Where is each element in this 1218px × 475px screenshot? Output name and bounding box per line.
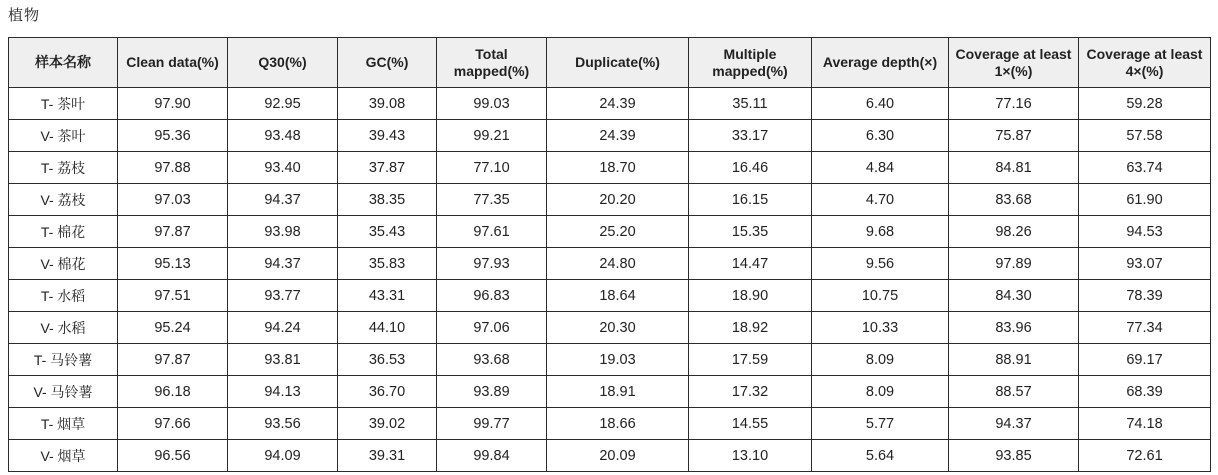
sample-name-cell: V- 茶叶 — [9, 120, 118, 152]
value-cell: 94.37 — [228, 248, 338, 280]
table-row — [9, 184, 1211, 216]
value-cell: 14.55 — [689, 408, 812, 440]
column-header-clean-data: Clean data(%) — [118, 38, 228, 88]
table-header — [9, 38, 1211, 88]
sequencing-stats-table — [8, 37, 1211, 472]
value-cell: 57.58 — [1079, 120, 1211, 152]
sample-name-cell: V- 水稻 — [9, 312, 118, 344]
value-cell: 99.21 — [437, 120, 547, 152]
table-row — [9, 88, 1211, 120]
value-cell: 39.08 — [338, 88, 437, 120]
sample-name-cell: V- 棉花 — [9, 248, 118, 280]
value-cell: 96.56 — [118, 440, 228, 472]
value-cell: 4.70 — [812, 184, 949, 216]
value-cell: 93.81 — [228, 344, 338, 376]
value-cell: 97.61 — [437, 216, 547, 248]
value-cell: 95.24 — [118, 312, 228, 344]
value-cell: 20.09 — [547, 440, 689, 472]
sample-name-cell: T- 茶叶 — [9, 88, 118, 120]
table-row — [9, 280, 1211, 312]
sample-name-cell: V- 烟草 — [9, 440, 118, 472]
value-cell: 92.95 — [228, 88, 338, 120]
table-row — [9, 312, 1211, 344]
value-cell: 5.64 — [812, 440, 949, 472]
value-cell: 97.93 — [437, 248, 547, 280]
table-row — [9, 408, 1211, 440]
value-cell: 9.68 — [812, 216, 949, 248]
value-cell: 97.87 — [118, 216, 228, 248]
value-cell: 18.91 — [547, 376, 689, 408]
value-cell: 97.66 — [118, 408, 228, 440]
value-cell: 97.89 — [949, 248, 1079, 280]
value-cell: 36.53 — [338, 344, 437, 376]
sample-name-cell: T- 烟草 — [9, 408, 118, 440]
value-cell: 16.15 — [689, 184, 812, 216]
value-cell: 19.03 — [547, 344, 689, 376]
page-title: 植物 — [8, 7, 41, 24]
value-cell: 93.07 — [1079, 248, 1211, 280]
value-cell: 6.30 — [812, 120, 949, 152]
value-cell: 98.26 — [949, 216, 1079, 248]
table-row — [9, 120, 1211, 152]
value-cell: 96.83 — [437, 280, 547, 312]
value-cell: 77.16 — [949, 88, 1079, 120]
value-cell: 97.87 — [118, 344, 228, 376]
value-cell: 17.59 — [689, 344, 812, 376]
value-cell: 94.09 — [228, 440, 338, 472]
value-cell: 95.36 — [118, 120, 228, 152]
value-cell: 97.51 — [118, 280, 228, 312]
table-row — [9, 344, 1211, 376]
sample-name-cell: V- 荔枝 — [9, 184, 118, 216]
value-cell: 63.74 — [1079, 152, 1211, 184]
value-cell: 83.96 — [949, 312, 1079, 344]
value-cell: 20.20 — [547, 184, 689, 216]
value-cell: 9.56 — [812, 248, 949, 280]
value-cell: 4.84 — [812, 152, 949, 184]
value-cell: 74.18 — [1079, 408, 1211, 440]
value-cell: 15.35 — [689, 216, 812, 248]
value-cell: 93.68 — [437, 344, 547, 376]
table-row — [9, 216, 1211, 248]
value-cell: 77.35 — [437, 184, 547, 216]
value-cell: 94.13 — [228, 376, 338, 408]
value-cell: 97.90 — [118, 88, 228, 120]
table-body — [9, 88, 1211, 472]
table-row — [9, 248, 1211, 280]
value-cell: 39.31 — [338, 440, 437, 472]
value-cell: 39.43 — [338, 120, 437, 152]
value-cell: 18.70 — [547, 152, 689, 184]
value-cell: 95.13 — [118, 248, 228, 280]
value-cell: 24.39 — [547, 88, 689, 120]
value-cell: 25.20 — [547, 216, 689, 248]
sample-name-cell: T- 马铃薯 — [9, 344, 118, 376]
value-cell: 97.88 — [118, 152, 228, 184]
value-cell: 84.30 — [949, 280, 1079, 312]
value-cell: 96.18 — [118, 376, 228, 408]
value-cell: 99.77 — [437, 408, 547, 440]
value-cell: 94.53 — [1079, 216, 1211, 248]
value-cell: 83.68 — [949, 184, 1079, 216]
sample-name-cell: V- 马铃薯 — [9, 376, 118, 408]
value-cell: 13.10 — [689, 440, 812, 472]
value-cell: 18.66 — [547, 408, 689, 440]
value-cell: 37.87 — [338, 152, 437, 184]
value-cell: 84.81 — [949, 152, 1079, 184]
value-cell: 35.11 — [689, 88, 812, 120]
value-cell: 10.75 — [812, 280, 949, 312]
value-cell: 99.03 — [437, 88, 547, 120]
value-cell: 18.90 — [689, 280, 812, 312]
column-header-q30: Q30(%) — [228, 38, 338, 88]
table-row — [9, 152, 1211, 184]
value-cell: 59.28 — [1079, 88, 1211, 120]
column-header-coverage-1x: Coverage at least 1×(%) — [949, 38, 1079, 88]
value-cell: 72.61 — [1079, 440, 1211, 472]
value-cell: 94.37 — [949, 408, 1079, 440]
value-cell: 94.37 — [228, 184, 338, 216]
value-cell: 35.43 — [338, 216, 437, 248]
column-header-multiple-mapped: Multiple mapped(%) — [689, 38, 812, 88]
value-cell: 78.39 — [1079, 280, 1211, 312]
value-cell: 77.10 — [437, 152, 547, 184]
value-cell: 97.06 — [437, 312, 547, 344]
value-cell: 17.32 — [689, 376, 812, 408]
value-cell: 93.77 — [228, 280, 338, 312]
column-header-sample-name: 样本名称 — [9, 38, 118, 88]
value-cell: 24.39 — [547, 120, 689, 152]
value-cell: 69.17 — [1079, 344, 1211, 376]
value-cell: 24.80 — [547, 248, 689, 280]
value-cell: 75.87 — [949, 120, 1079, 152]
value-cell: 10.33 — [812, 312, 949, 344]
value-cell: 93.48 — [228, 120, 338, 152]
value-cell: 20.30 — [547, 312, 689, 344]
table-row — [9, 376, 1211, 408]
value-cell: 61.90 — [1079, 184, 1211, 216]
value-cell: 97.03 — [118, 184, 228, 216]
value-cell: 43.31 — [338, 280, 437, 312]
value-cell: 77.34 — [1079, 312, 1211, 344]
value-cell: 44.10 — [338, 312, 437, 344]
value-cell: 99.84 — [437, 440, 547, 472]
value-cell: 68.39 — [1079, 376, 1211, 408]
header-row — [9, 38, 1211, 88]
value-cell: 88.57 — [949, 376, 1079, 408]
value-cell: 8.09 — [812, 376, 949, 408]
sample-name-cell: T- 水稻 — [9, 280, 118, 312]
value-cell: 16.46 — [689, 152, 812, 184]
value-cell: 8.09 — [812, 344, 949, 376]
value-cell: 33.17 — [689, 120, 812, 152]
column-header-coverage-4x: Coverage at least 4×(%) — [1079, 38, 1211, 88]
value-cell: 5.77 — [812, 408, 949, 440]
value-cell: 93.98 — [228, 216, 338, 248]
column-header-average-depth: Average depth(×) — [812, 38, 949, 88]
column-header-total-mapped: Total mapped(%) — [437, 38, 547, 88]
sample-name-cell: T- 荔枝 — [9, 152, 118, 184]
sample-name-cell: T- 棉花 — [9, 216, 118, 248]
value-cell: 93.40 — [228, 152, 338, 184]
value-cell: 18.92 — [689, 312, 812, 344]
value-cell: 93.85 — [949, 440, 1079, 472]
value-cell: 39.02 — [338, 408, 437, 440]
value-cell: 93.56 — [228, 408, 338, 440]
value-cell: 93.89 — [437, 376, 547, 408]
value-cell: 18.64 — [547, 280, 689, 312]
value-cell: 88.91 — [949, 344, 1079, 376]
column-header-gc: GC(%) — [338, 38, 437, 88]
value-cell: 36.70 — [338, 376, 437, 408]
value-cell: 6.40 — [812, 88, 949, 120]
value-cell: 94.24 — [228, 312, 338, 344]
column-header-duplicate: Duplicate(%) — [547, 38, 689, 88]
value-cell: 35.83 — [338, 248, 437, 280]
value-cell: 38.35 — [338, 184, 437, 216]
table-row — [9, 440, 1211, 472]
value-cell: 14.47 — [689, 248, 812, 280]
